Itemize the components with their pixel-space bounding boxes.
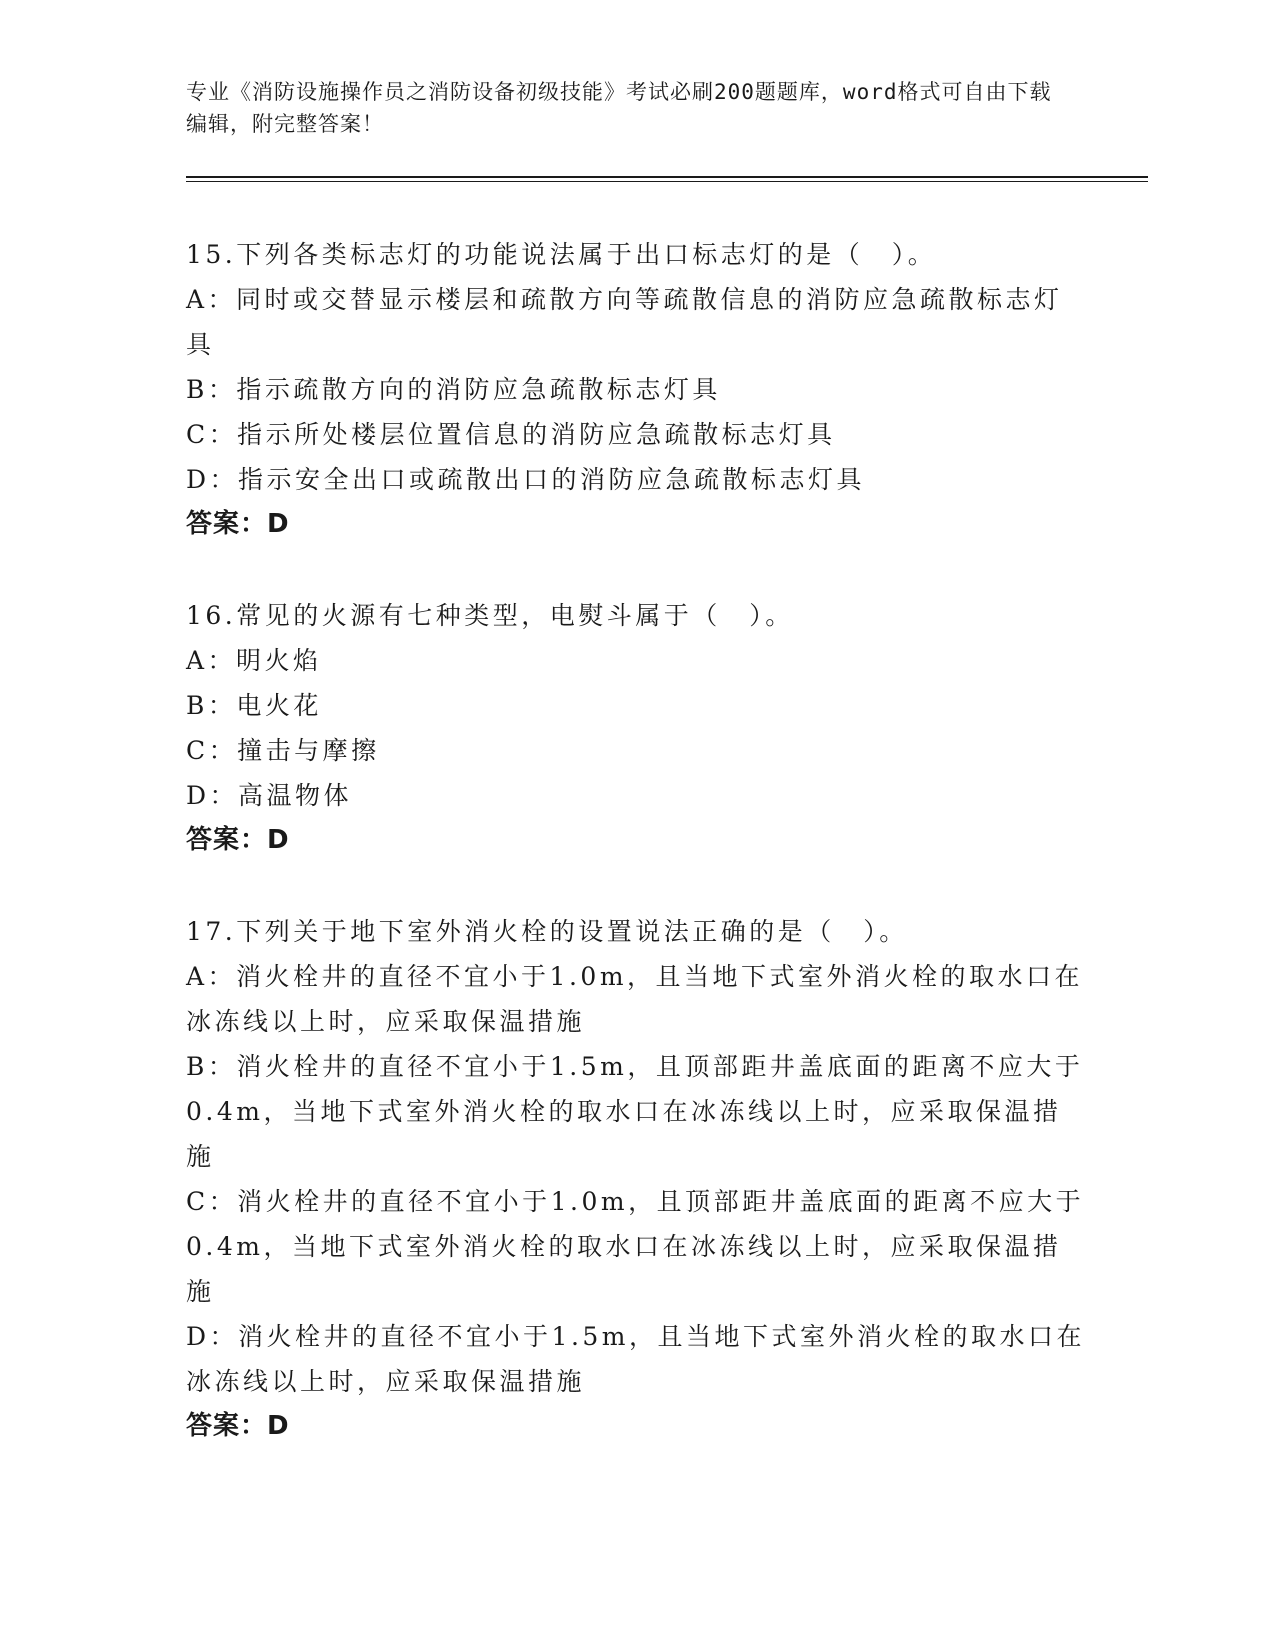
question-15 — [186, 232, 1086, 547]
option-a: A：明火焰 — [186, 646, 322, 675]
option-b: B：电火花 — [186, 691, 322, 720]
option-c: C：消火栓井的直径不宜小于1.0m，且顶部距井盖底面的距离不应大于0.4m，当地下式室外消火栓的取水口在冰冻线以上时，应采取保温措施 — [186, 1187, 1085, 1306]
answer-line: 答案：D — [186, 509, 290, 539]
header-rule-thin — [186, 181, 1148, 182]
question-stem: 16.常见的火源有七种类型，电熨斗属于（ ）。 — [186, 601, 794, 630]
question-stem: 15.下列各类标志灯的功能说法属于出口标志灯的是（ ）。 — [186, 240, 937, 269]
document-header: 专业《消防设施操作员之消防设备初级技能》考试必刷200题题库，word格式可自由下载编辑，附完整答案！ — [186, 80, 1052, 136]
question-list — [186, 232, 1086, 1495]
option-c: C：指示所处楼层位置信息的消防应急疏散标志灯具 — [186, 420, 836, 449]
option-d: D：消火栓井的直径不宜小于1.5m，且当地下式室外消火栓的取水口在冰冻线以上时，应采取保温措施 — [186, 1322, 1086, 1396]
option-c: C：撞击与摩擦 — [186, 736, 380, 765]
question-16 — [186, 593, 1086, 863]
question-stem: 17.下列关于地下室外消火栓的设置说法正确的是（ ）。 — [186, 917, 908, 946]
option-a: A：消火栓井的直径不宜小于1.0m，且当地下式室外消火栓的取水口在冰冻线以上时，应采取保温措施 — [186, 962, 1084, 1036]
question-17 — [186, 909, 1086, 1449]
header-rule-thick — [186, 176, 1148, 178]
option-a: A：同时或交替显示楼层和疏散方向等疏散信息的消防应急疏散标志灯具 — [186, 285, 1063, 359]
option-d: D：高温物体 — [186, 781, 353, 810]
answer-line: 答案：D — [186, 825, 290, 855]
option-d: D：指示安全出口或疏散出口的消防应急疏散标志灯具 — [186, 465, 866, 494]
option-b: B：指示疏散方向的消防应急疏散标志灯具 — [186, 375, 721, 404]
answer-line: 答案：D — [186, 1411, 290, 1441]
option-b: B：消火栓井的直径不宜小于1.5m，且顶部距井盖底面的距离不应大于0.4m，当地下式室外消火栓的取水口在冰冻线以上时，应采取保温措施 — [186, 1052, 1084, 1171]
